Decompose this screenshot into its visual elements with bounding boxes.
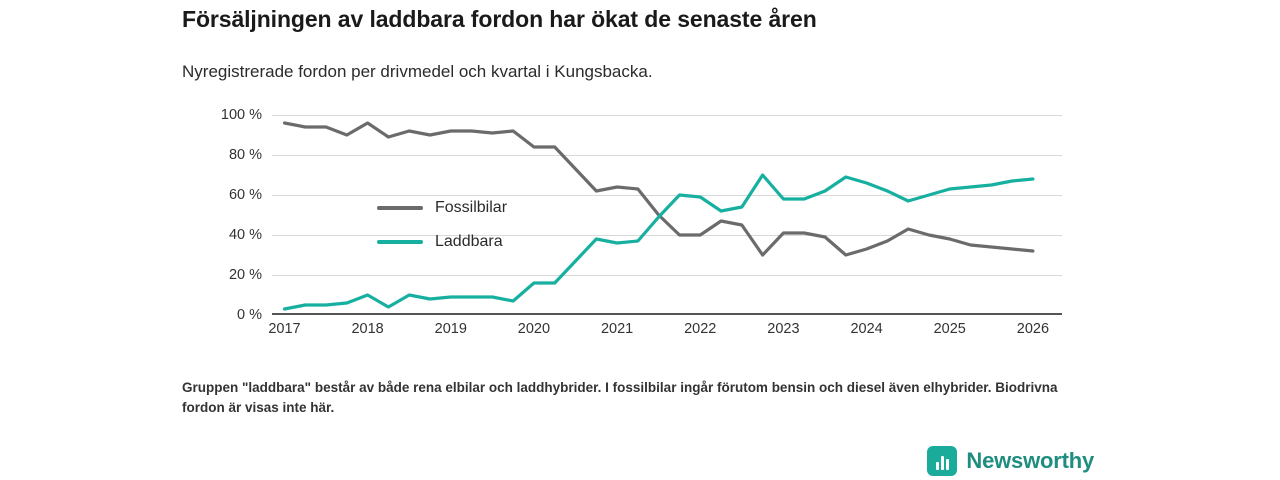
x-axis-tick-label: 2026	[1016, 321, 1050, 337]
legend-label-laddbara: Laddbara	[435, 233, 503, 250]
x-axis-tick-label: 2023	[767, 321, 800, 337]
legend-item-fossilbilar	[377, 191, 507, 225]
x-axis-tick-label: 2019	[434, 321, 467, 337]
y-axis-tick-label: 0 %	[237, 307, 262, 323]
line-chart	[182, 105, 1082, 335]
x-axis-tick-label: 2020	[517, 321, 551, 337]
page-title: Försäljningen av laddbara fordon har ökat de senaste åren	[182, 6, 817, 32]
bar-chart-icon	[927, 446, 957, 476]
brand-name: Newsworthy	[966, 448, 1094, 473]
y-axis-tick-label: 100 %	[220, 107, 262, 123]
chart-legend	[377, 191, 507, 259]
legend-swatch-laddbara	[377, 240, 423, 244]
x-axis-tick-label: 2022	[684, 321, 717, 337]
y-axis-tick-label: 80 %	[228, 147, 262, 163]
x-axis-tick-label: 2018	[351, 321, 384, 337]
y-axis-tick-label: 40 %	[228, 227, 262, 243]
page-subtitle: Nyregistrerade fordon per drivmedel och kvartal i Kungsbacka.	[182, 62, 653, 81]
brand-logo	[927, 446, 1094, 476]
chart-footnote: Gruppen "laddbara" består av både rena elbilar och laddhybrider. I fossilbilar ingår förutom bensin och diesel även elhybrider. Biodrivna fordon är visas inte här.	[182, 380, 1058, 415]
x-axis-tick-label: 2021	[600, 321, 634, 337]
x-axis-tick-label: 2025	[933, 321, 966, 337]
x-axis-tick-label: 2024	[850, 321, 883, 337]
plot-area	[220, 107, 1062, 337]
legend-swatch-fossilbilar	[377, 206, 423, 210]
legend-label-fossilbilar: Fossilbilar	[435, 199, 508, 216]
y-axis-tick-label: 20 %	[228, 267, 262, 283]
y-axis-tick-label: 60 %	[228, 187, 262, 203]
x-axis-tick-label: 2017	[268, 321, 301, 337]
legend-item-laddbara	[377, 225, 507, 259]
